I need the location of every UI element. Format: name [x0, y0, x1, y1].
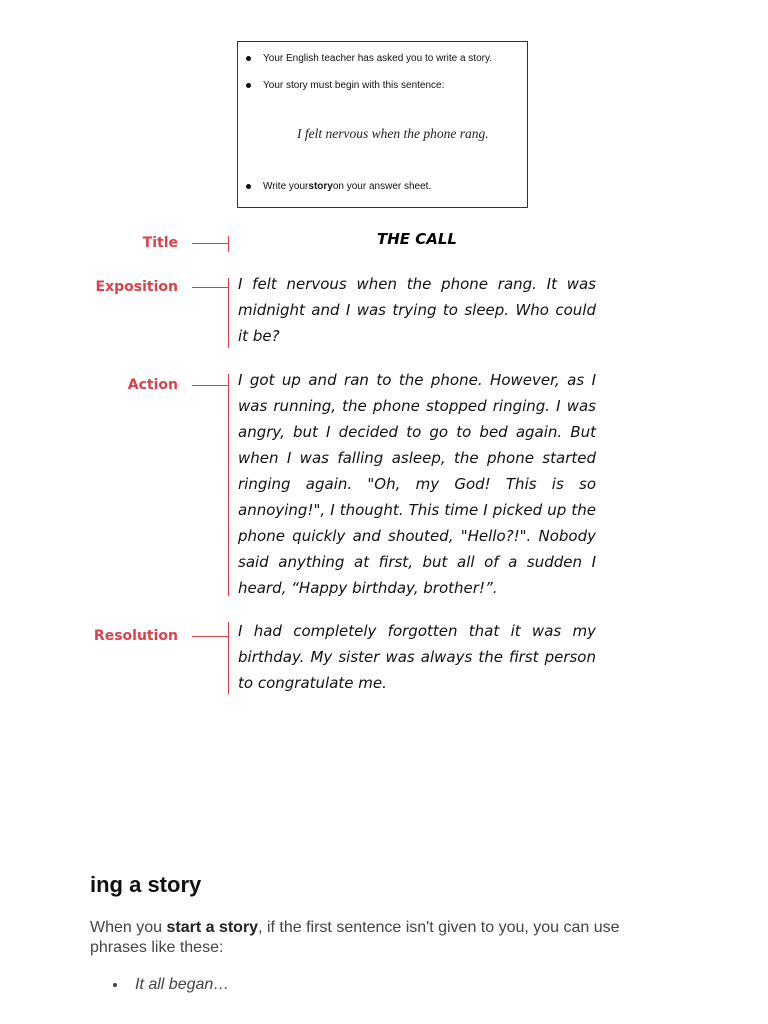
task-bullet-3-pre: Write your [263, 181, 309, 192]
task-bullet-3-bold: story [308, 181, 333, 192]
task-quote: I felt nervous when the phone rang. [297, 126, 489, 141]
bullet-dot-icon [246, 56, 251, 61]
label-title: Title [142, 235, 178, 251]
title-connector [192, 243, 228, 244]
title-bracket [228, 236, 229, 252]
task-bullet-2 [246, 80, 444, 91]
bullet-dot-icon [113, 983, 117, 987]
task-box [237, 41, 528, 208]
task-bullet-3-post: on your answer sheet. [332, 181, 432, 192]
intro-pre: When you [90, 919, 167, 936]
exposition-connector [192, 287, 228, 288]
intro-post: , if the first sentence isn't given to you, you can use phrases like these: [90, 919, 620, 956]
list-item [113, 976, 229, 994]
resolution-bracket [228, 622, 229, 694]
task-bullet-1 [246, 53, 492, 64]
label-exposition: Exposition [95, 279, 178, 295]
section-intro [90, 918, 670, 958]
bullet-dot-icon [246, 83, 251, 88]
section-heading: ing a story [90, 872, 202, 897]
list-item-text: It all began… [135, 976, 230, 993]
action-connector [192, 385, 228, 386]
story-title: THE CALL [377, 230, 457, 248]
bullet-dot-icon [246, 184, 251, 189]
task-bullet-2-text: Your story must begin with this sentence: [263, 80, 445, 91]
label-resolution: Resolution [93, 628, 178, 644]
exposition-bracket [228, 278, 229, 348]
resolution-paragraph: I had completely forgotten that it was my birthday. My sister was always the first person to congratulate me. [238, 622, 596, 692]
task-bullet-3 [246, 181, 431, 192]
action-bracket [228, 374, 229, 596]
resolution-connector [192, 636, 228, 637]
label-action: Action [127, 377, 178, 393]
action-paragraph: I got up and ran to the phone. However, as I was running, the phone stopped ringing. I was angry, but I decided to go to bed again. But when I was falling asleep, the phone started ringing again. "Oh, my God! This is so annoying!", I thought. This time I picked up the phone quickly and shouted, "Hello?!". Nobody said anything at first, but all of a sudden I heard, “Happy birthday, brother!”. [238, 371, 596, 597]
exposition-paragraph: I felt nervous when the phone rang. It was midnight and I was trying to sleep. Who could it be? [238, 275, 596, 345]
intro-bold: start a story [166, 919, 259, 936]
task-bullet-1-text: Your English teacher has asked you to write a story. [263, 53, 493, 64]
